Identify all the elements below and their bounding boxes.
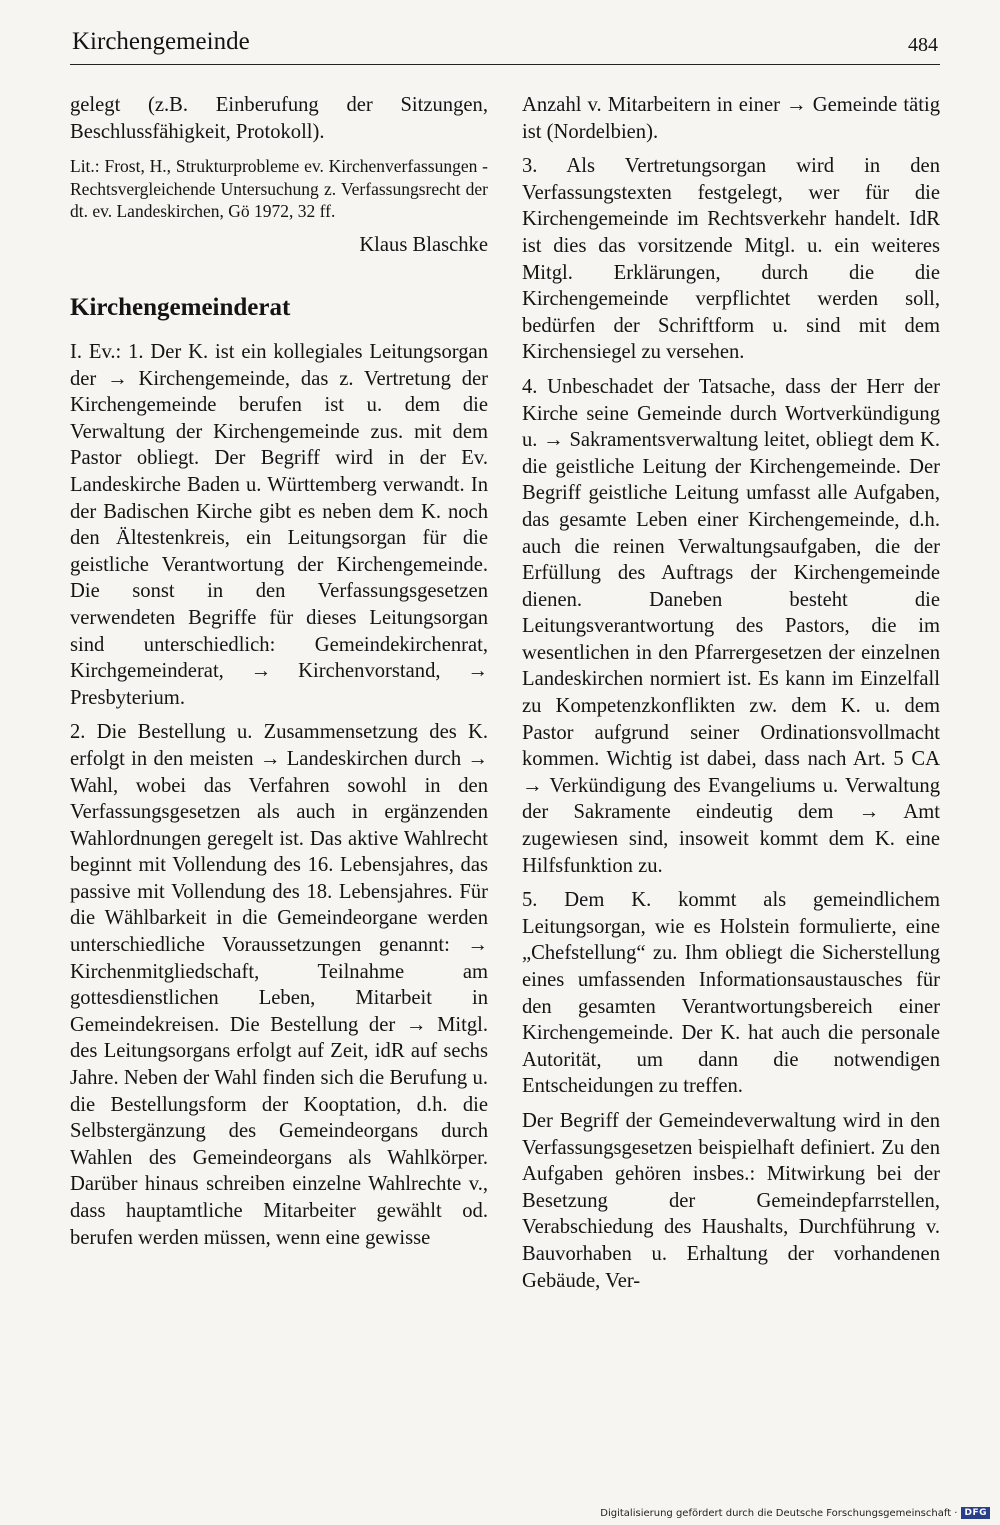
running-title: Kirchengemeinde [72, 28, 250, 55]
page-header [70, 26, 940, 65]
author-signature: Klaus Blaschke [359, 234, 488, 257]
page-number: 484 [908, 34, 938, 56]
paragraph: 5. Dem K. kommt als gemeindlichem Leitungsorgan, wie es Holstein formulierte, eine „Chefstellung“ zu. Ihm obliegt die Sicherstellung eines umfassenden Informationsaustausches für den gesamten Verantwortungsbereich einer Kirchengemeinde. Der K. hat auch die personale Autorität, um dann die notwendigen Entscheidungen zu treffen. [522, 889, 940, 1098]
paragraph: 4. Unbeschadet der Tatsache, dass der Herr der Kirche seine Gemeinde durch Wortverkündigung u. → Sakramentsverwaltung leitet, obliegt dem K. die geistliche Leitung der Kirchengemeinde. Der Begriff geistliche Leitung umfasst alle Aufgaben, das gesamte Leben einer Kirchengemeinde, d.h. auch die reinen Verwaltungsaufgaben, die der Erfüllung des Auftrags der Kirchengemeinde dienen. Daneben besteht die Leitungsverantwortung des Pastors, die im wesentlichen in den Pfarrergesetzen der einzelnen Landeskirchen normiert ist. Es kann im Einzelfall zu Kompetenzkonflikten zw. dem K. u. dem Pastor aufgrund seiner Ordinationsvollmacht kommen. Wichtig ist dabei, dass nach Art. 5 CA → Verkündigung des Evangeliums u. Verwaltung der Sakramente eindeutig dem → Amt zugewiesen sind, insoweit kommt dem K. eine Hilfsfunktion zu. [522, 375, 940, 877]
paragraph: 2. Die Bestellung u. Zusammensetzung des K. erfolgt in den meisten → Landeskirchen durch → Wahl, wobei das Verfahren sowohl in den Verfassungsgesetzen als auch in ergänzenden Wahlordnungen geregelt ist. Das aktive Wahlrecht beginnt mit Vollendung des 16. Lebensjahres, das passive mit Vollendung des 18. Lebensjahres. Für die Wählbarkeit in die Gemeindeorgane werden unterschiedliche Voraussetzungen genannt: → Kirchenmitgliedschaft, Teilnahme am gottesdienstlichen Leben, Mitarbeit in Gemeindekreisen. Die Bestellung der → Mitgl. des Leitungsorgans erfolgt auf Zeit, idR auf sechs Jahre. Neben der Wahl finden sich die Berufung u. die Bestellungsform der Kooptation, d.h. die Selbstergänzung des Gemeindeorgans durch Wahlen des Gemeindeorgans als Wahlkörper. Darüber hinaus schreiben einzelne Wahlrechte v., dass hauptamtliche Mitarbeiter gewählt od. berufen werden müssen, wenn eine gewisse [70, 721, 488, 1249]
left-column [70, 92, 488, 1259]
dfg-logo: DFG [961, 1507, 990, 1519]
right-column [522, 92, 940, 1302]
literature-reference: Lit.: Frost, H., Strukturprobleme ev. Kirchenverfassungen - Rechtsvergleichende Untersuchung z. Verfassungsrecht der dt. ev. Landeskirchen, Gö 1972, 32 ff. [70, 156, 488, 221]
entry-title: Kirchengemeinderat [70, 294, 291, 321]
paragraph: gelegt (z.B. Einberufung der Sitzungen, Beschlussfähigkeit, Protokoll). [70, 94, 488, 143]
footer-text: Digitalisierung gefördert durch die Deutsche Forschungsgemeinschaft · [600, 1507, 958, 1519]
paragraph: Anzahl v. Mitarbeitern in einer → Gemeinde tätig ist (Nordelbien). [522, 94, 940, 143]
paragraph: I. Ev.: 1. Der K. ist ein kollegiales Leitungsorgan der → Kirchengemeinde, das z. Vertretung der Kirchengemeinde berufen ist u. dem die Verwaltung der Kirchengemeinde zus. mit dem Pastor obliegt. Der Begriff wird in der Ev. Landeskirche Baden u. Württemberg verwandt. In der Badischen Kirche gibt es neben dem K. noch den Ältestenkreis, ein Leitungsorgan für die geistliche Verantwortung der Kirchengemeinde. Die sonst in den Verfassungsgesetzen verwendeten Begriffe für dieses Leitungsorgan sind unterschiedlich: Gemeindekirchenrat, Kirchgemeinderat, → Kirchenvorstand, → Presbyterium. [70, 341, 488, 709]
digitization-footer [600, 1507, 990, 1519]
paragraph: Der Begriff der Gemeindeverwaltung wird in den Verfassungsgesetzen beispielhaft definiert. Zu den Aufgaben gehören insbes.: Mitwirkung bei der Besetzung der Gemeindepfarrstellen, Verabschiedung des Haushalts, Durchführung v. Bauvorhaben u. Erhaltung der vorhandenen Gebäude, Ver- [522, 1109, 940, 1292]
paragraph: 3. Als Vertretungsorgan wird in den Verfassungstexten festgelegt, wer für die Kirchengemeinde im Rechtsverkehr handelt. IdR ist dies das vorsitzende Mitgl. u. ein weiteres Mitgl. Erklärungen, durch die die Kirchengemeinde verpflichtet werden soll, bedürfen der Schriftform u. sind mit dem Kirchensiegel zu versehen. [522, 155, 940, 364]
